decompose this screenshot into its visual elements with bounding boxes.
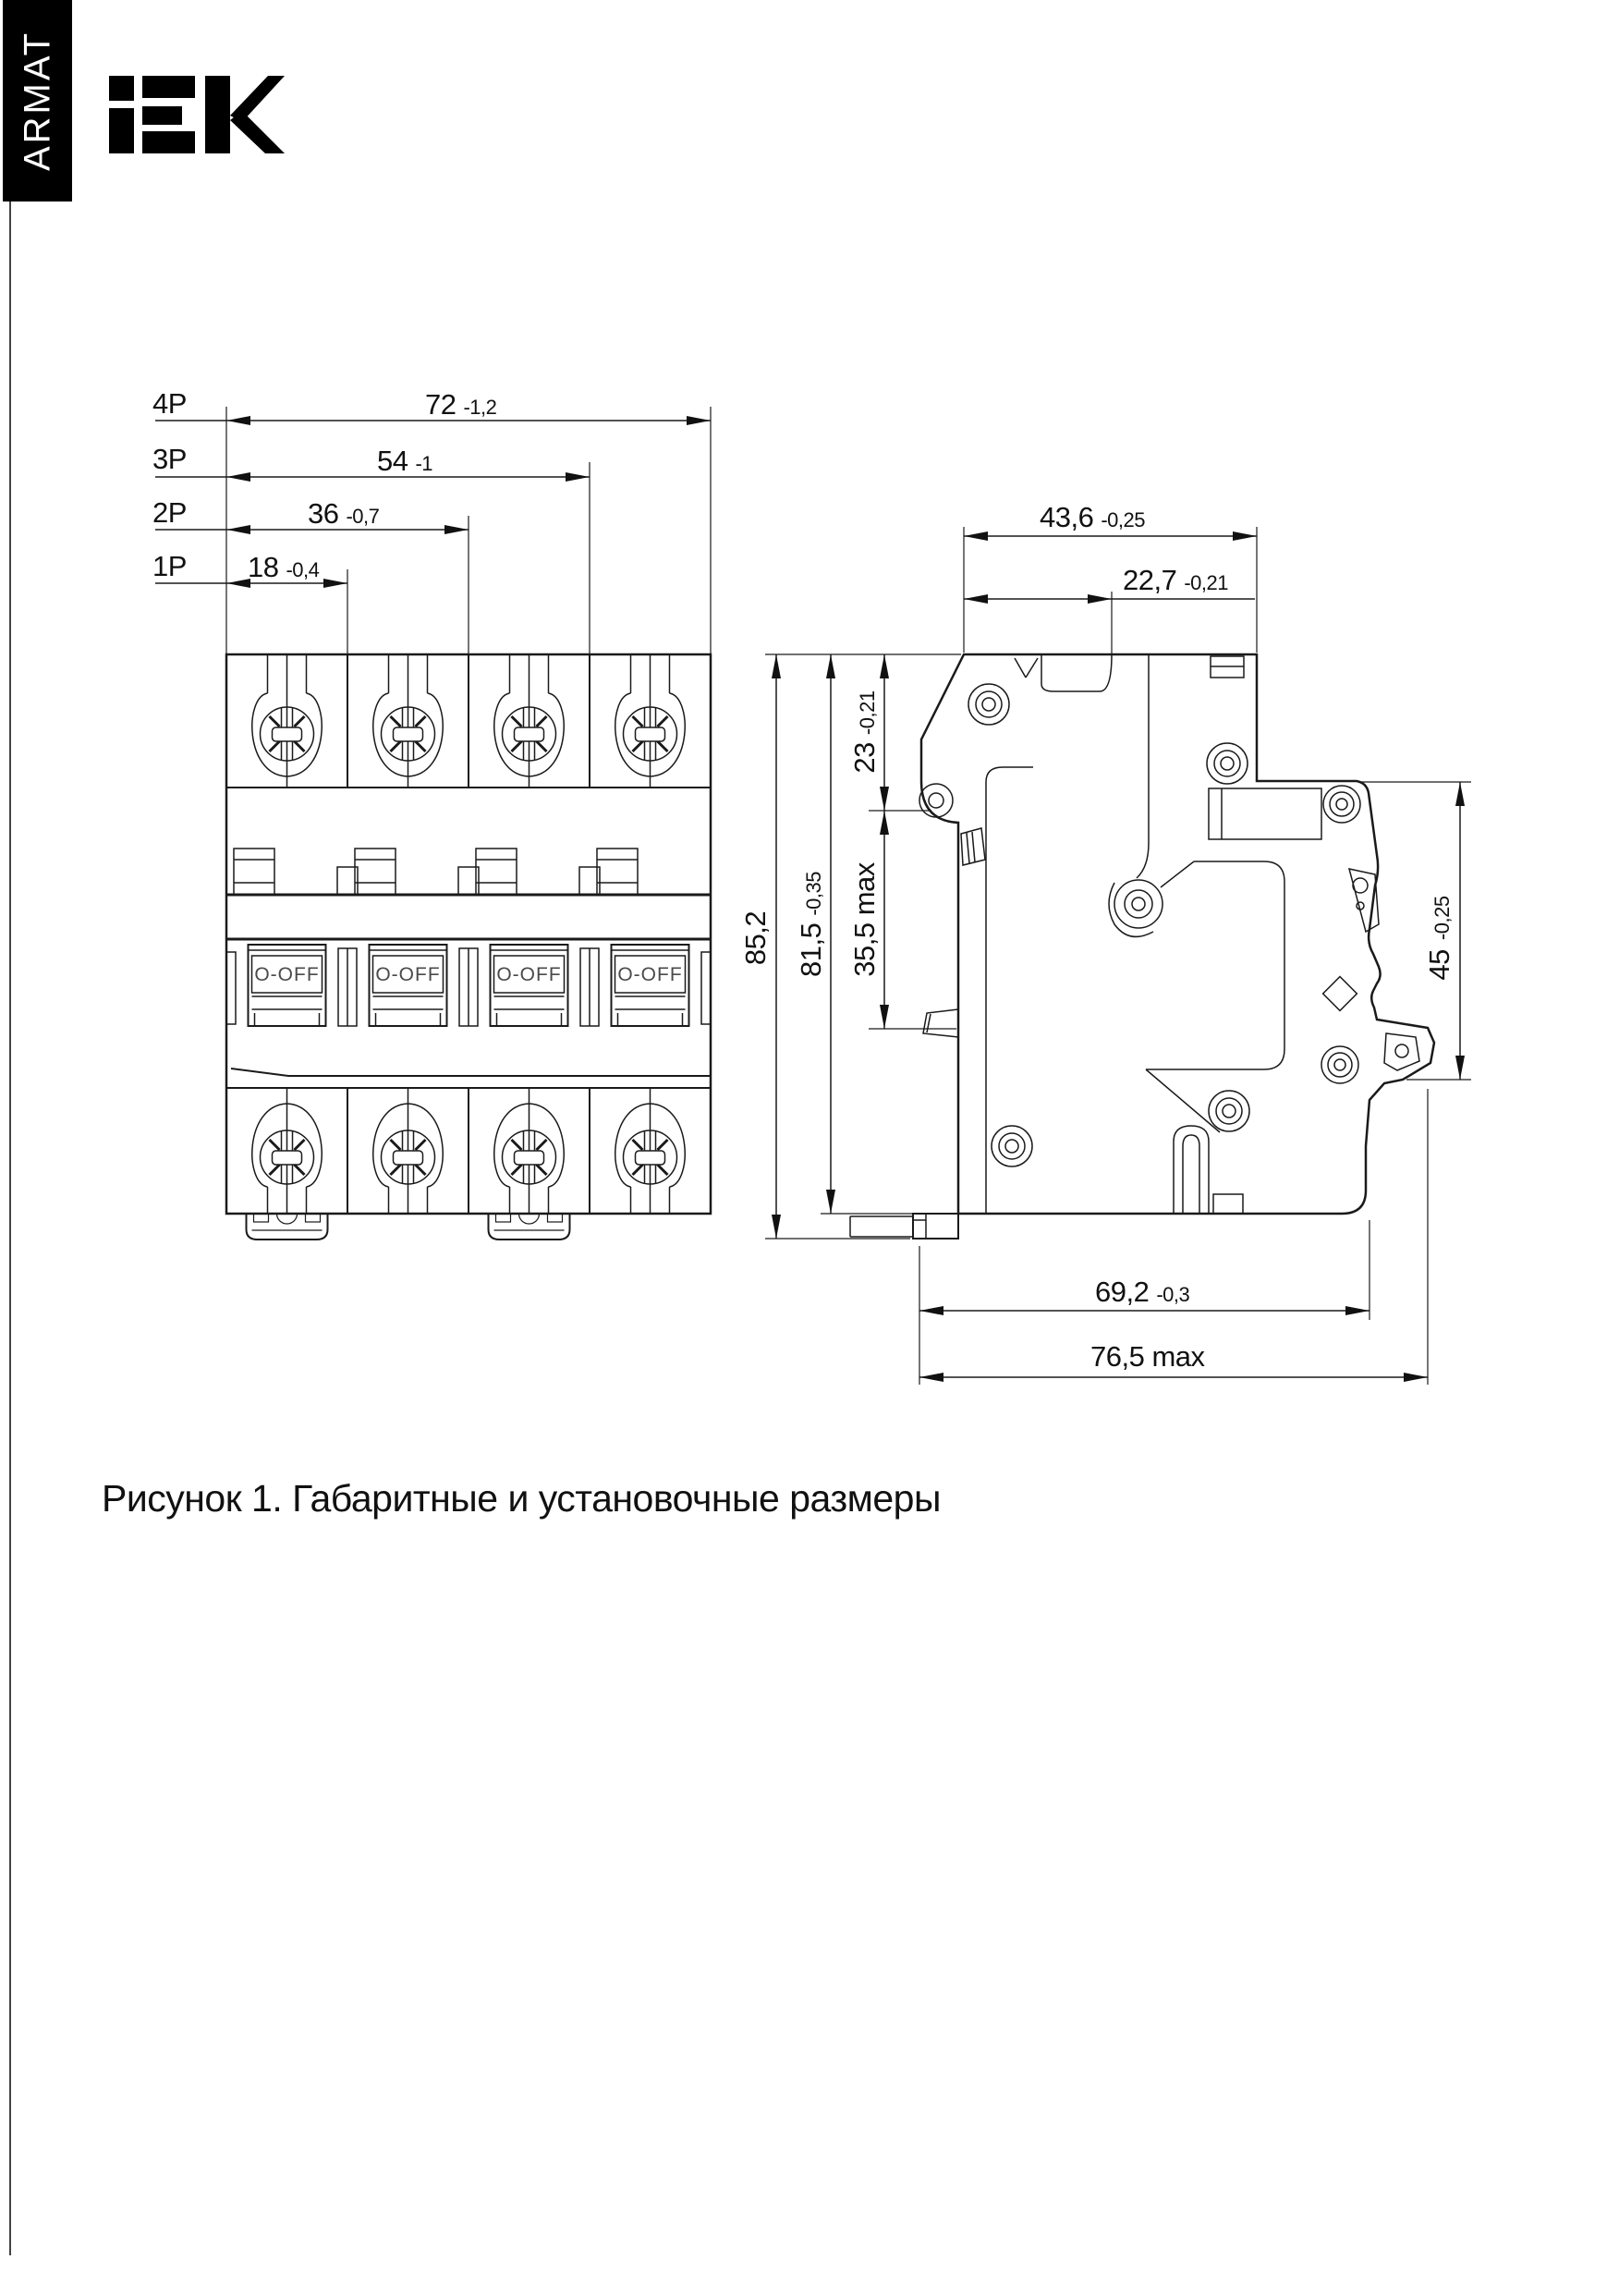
front-dim-texts bbox=[152, 387, 497, 583]
toggle-label-2: O-OFF bbox=[375, 964, 441, 985]
front-din-clips bbox=[247, 1214, 570, 1240]
front-modules bbox=[234, 654, 689, 1214]
dim-81-5-tol: -0,35 bbox=[802, 872, 825, 916]
side-view bbox=[739, 501, 1471, 1385]
dim-45 bbox=[1423, 896, 1455, 980]
dim-3p-value: 54 bbox=[377, 445, 408, 477]
dim-3p-tol: -1 bbox=[415, 452, 433, 475]
dim-69-2-tol: -0,3 bbox=[1156, 1283, 1190, 1306]
side-dim-texts bbox=[739, 501, 1455, 1373]
dim-45-value: 45 bbox=[1423, 949, 1455, 981]
dim-45-tol: -0,25 bbox=[1430, 896, 1454, 941]
dim-85-2: 85,2 bbox=[739, 910, 772, 966]
dim-22-7-value: 22,7 bbox=[1123, 564, 1177, 596]
brand-armat-label: ARMAT bbox=[17, 30, 57, 172]
pole-label-4p: 4P bbox=[152, 387, 187, 420]
module-1 bbox=[234, 654, 326, 1214]
dim-23 bbox=[848, 690, 881, 773]
dim-23-value: 23 bbox=[848, 742, 881, 774]
dim-4p bbox=[425, 388, 497, 421]
module-3 bbox=[476, 654, 568, 1214]
front-view bbox=[152, 387, 711, 1240]
side-interior bbox=[850, 654, 1419, 1239]
dim-43-6-tol: -0,25 bbox=[1101, 508, 1145, 531]
dim-43-6 bbox=[1040, 501, 1145, 533]
toggle-label-1: O-OFF bbox=[254, 964, 320, 985]
dim-43-6-value: 43,6 bbox=[1040, 501, 1094, 533]
dim-3p bbox=[377, 445, 432, 477]
dim-4p-value: 72 bbox=[425, 388, 456, 421]
dim-69-2 bbox=[1095, 1276, 1190, 1308]
dim-2p bbox=[308, 497, 380, 530]
screw-bosses bbox=[968, 684, 1360, 1166]
dim-81-5-value: 81,5 bbox=[795, 922, 827, 977]
dim-35-5: 35,5 max bbox=[848, 862, 881, 977]
pole-label-1p: 1P bbox=[152, 550, 187, 582]
dim-1p bbox=[248, 551, 320, 583]
pole-label-3p: 3P bbox=[152, 443, 187, 475]
pole-label-2p: 2P bbox=[152, 496, 187, 529]
dim-1p-value: 18 bbox=[248, 551, 279, 583]
module-4 bbox=[597, 654, 689, 1214]
dim-4p-tol: -1,2 bbox=[463, 396, 497, 419]
figure-caption: Рисунок 1. Габаритные и установочные размеры bbox=[102, 1477, 941, 1520]
dim-22-7 bbox=[1123, 564, 1228, 596]
dim-1p-tol: -0,4 bbox=[286, 558, 320, 581]
dim-76-5: 76,5 max bbox=[1090, 1340, 1205, 1373]
dim-81-5 bbox=[795, 872, 827, 977]
toggle-label-3: O-OFF bbox=[496, 964, 562, 985]
dim-2p-value: 36 bbox=[308, 497, 339, 530]
module-boundary-details bbox=[337, 867, 600, 1026]
dim-2p-tol: -0,7 bbox=[346, 505, 380, 528]
dim-69-2-value: 69,2 bbox=[1095, 1276, 1150, 1308]
toggle-label-4: O-OFF bbox=[617, 964, 683, 985]
dim-23-tol: -0,21 bbox=[856, 690, 879, 736]
module-2 bbox=[355, 654, 447, 1214]
dim-22-7-tol: -0,21 bbox=[1184, 571, 1228, 594]
front-dim-rows bbox=[155, 407, 711, 654]
